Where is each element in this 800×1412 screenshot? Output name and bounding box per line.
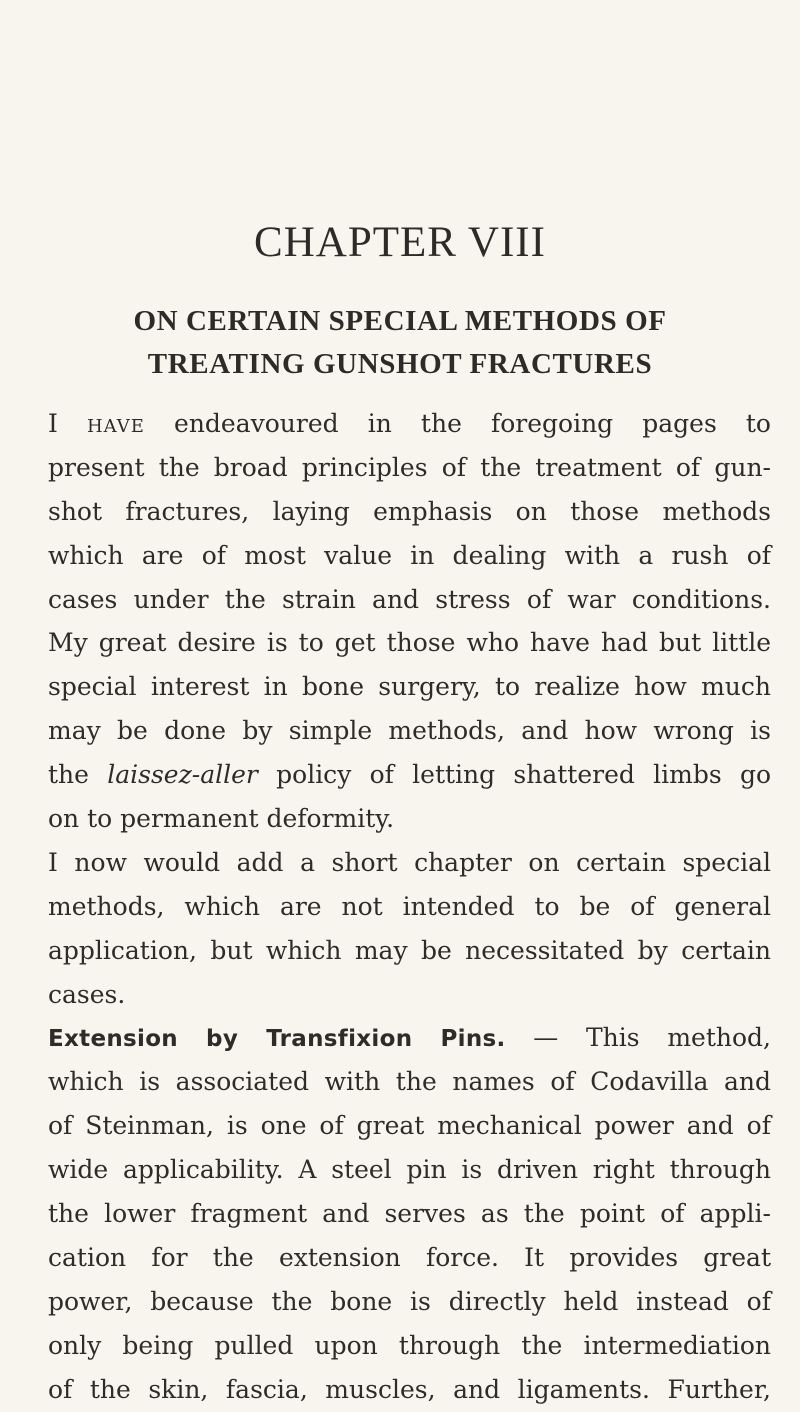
chapter-subtitle-line: ON CERTAIN SPECIAL METHODS OF	[133, 305, 667, 337]
text-line: special interest in bone surgery, to realize how much	[48, 672, 771, 702]
text-line	[48, 1016, 771, 1060]
opening-word: I	[48, 409, 58, 438]
text-line: application, but which may be necessitated by certain	[48, 935, 771, 965]
body-text	[48, 402, 771, 1411]
text-line: methods, which are not intended to be of general	[48, 891, 771, 921]
text-line: present the broad principles of the treatment of gun-	[48, 452, 771, 482]
text-line: which are of most value in dealing with a rush of	[48, 540, 771, 570]
text-line: wide applicability. A steel pin is driven right through	[48, 1155, 771, 1185]
text-line: My great desire is to get those who have had but little	[48, 628, 771, 658]
text-fragment: — This method,	[533, 1023, 771, 1053]
text-fragment: the	[48, 760, 89, 790]
italic-phrase: laissez-aller	[107, 760, 258, 790]
chapter-subtitle	[0, 300, 800, 386]
text-line: power, because the bone is directly held instead of	[48, 1286, 771, 1316]
text-line: may be done by simple methods, and how wrong is	[48, 716, 771, 746]
chapter-heading: CHAPTER VIII	[254, 219, 546, 266]
text-line: cation for the extension force. It provides great	[48, 1242, 771, 1272]
small-caps-word: have	[86, 409, 145, 438]
text-fragment: policy of letting shattered limbs go	[276, 760, 772, 790]
text-line: cases.	[48, 979, 126, 1009]
text-line: I now would add a short chapter on certain special	[48, 847, 771, 877]
text-line: of Steinman, is one of great mechanical power and of	[48, 1111, 771, 1141]
text-line: which is associated with the names of Codavilla and	[48, 1067, 771, 1097]
text-fragment: endeavoured in the foregoing pages to	[174, 409, 771, 438]
chapter-subtitle-line: TREATING GUNSHOT FRACTURES	[147, 348, 653, 380]
text-line: cases under the strain and stress of war conditions.	[48, 584, 771, 614]
text-line: the lower fragment and serves as the point of appli-	[48, 1199, 771, 1229]
section-run-in-heading: Extension by Transfixion Pins.	[48, 1026, 506, 1053]
text-line: on to permanent deformity.	[48, 804, 395, 834]
text-line: shot fractures, laying emphasis on those methods	[48, 496, 771, 526]
text-line	[48, 402, 771, 446]
text-line: of the skin, fascia, muscles, and ligaments. Further,	[48, 1374, 771, 1404]
text-line	[48, 753, 771, 797]
text-line: only being pulled upon through the intermediation	[48, 1330, 771, 1360]
